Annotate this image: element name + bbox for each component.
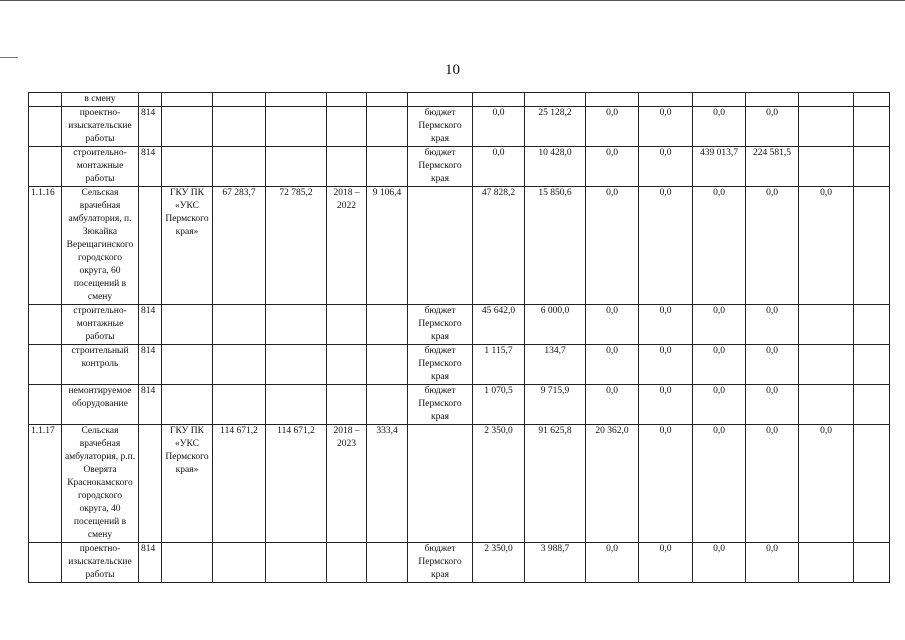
table-cell — [266, 107, 327, 147]
table-cell — [213, 93, 266, 107]
table-cell — [854, 385, 890, 425]
table-cell — [29, 543, 62, 583]
table-cell — [639, 93, 693, 107]
table-cell — [162, 93, 213, 107]
table-cell: 0,0 — [746, 107, 799, 147]
table-row-object — [29, 425, 890, 543]
table-cell: бюджет Пермского края — [408, 345, 473, 385]
table-cell: 114 671,2 — [266, 425, 327, 543]
table-cell: 47 828,2 — [473, 187, 525, 305]
table-cell: 439 013,7 — [693, 147, 746, 187]
table-cell — [854, 425, 890, 543]
table-cell — [139, 187, 162, 305]
table-cell — [408, 425, 473, 543]
table-cell: 10 428,0 — [525, 147, 586, 187]
table-cell: 1.1.17 — [29, 425, 62, 543]
table-cell — [266, 147, 327, 187]
table-cell: 0,0 — [586, 107, 639, 147]
table-cell: 2 350,0 — [473, 425, 525, 543]
table-cell — [266, 385, 327, 425]
table-cell — [29, 305, 62, 345]
table-cell: немонтируемое оборудование — [62, 385, 139, 425]
table-cell: 0,0 — [639, 107, 693, 147]
table-cell — [367, 107, 408, 147]
table-cell: 0,0 — [693, 543, 746, 583]
table-cell: 0,0 — [639, 187, 693, 305]
table-cell — [327, 543, 367, 583]
table-cell: 134,7 — [525, 345, 586, 385]
table-cell: 45 642,0 — [473, 305, 525, 345]
table-cell: 0,0 — [586, 187, 639, 305]
top-rule — [0, 0, 905, 1]
table-cell: 6 000,0 — [525, 305, 586, 345]
table-cell: 114 671,2 — [213, 425, 266, 543]
table-cell — [854, 147, 890, 187]
table-cell — [266, 93, 327, 107]
table-cell: 333,4 — [367, 425, 408, 543]
table-cell: 15 850,6 — [525, 187, 586, 305]
table-cell: 67 283,7 — [213, 187, 266, 305]
table-cell — [213, 147, 266, 187]
table-cell — [586, 93, 639, 107]
table-cell: 20 362,0 — [586, 425, 639, 543]
table-cell — [29, 345, 62, 385]
table-cell: 2018 – 2023 — [327, 425, 367, 543]
budget-table — [28, 92, 890, 583]
table-cell — [854, 107, 890, 147]
table-cell — [799, 305, 854, 345]
table-row-item — [29, 543, 890, 583]
table-cell: 1 115,7 — [473, 345, 525, 385]
table-cell: 0,0 — [746, 425, 799, 543]
table-cell: 814 — [139, 107, 162, 147]
table-cell — [525, 93, 586, 107]
table-cell: Сельская врачебная амбулатория, п. Зюкайка Верещагинского городского округа, 60 посещений в смену — [62, 187, 139, 305]
table-cell: ГКУ ПК «УКС Пермского края» — [162, 425, 213, 543]
table-cell: 0,0 — [693, 425, 746, 543]
table-cell — [162, 543, 213, 583]
table-cell: 0,0 — [586, 147, 639, 187]
table-row-object — [29, 187, 890, 305]
table-cell: 0,0 — [639, 147, 693, 187]
table-cell: 0,0 — [473, 107, 525, 147]
table-cell: 0,0 — [639, 345, 693, 385]
table-cell: 814 — [139, 305, 162, 345]
table-cell: 91 625,8 — [525, 425, 586, 543]
table-cell — [746, 93, 799, 107]
table-cell: бюджет Пермского края — [408, 543, 473, 583]
table-cell: проектно-изыскательские работы — [62, 543, 139, 583]
table-cell — [29, 147, 62, 187]
table-cell — [367, 385, 408, 425]
table-cell: 0,0 — [693, 305, 746, 345]
table-cell: ГКУ ПК «УКС Пермского края» — [162, 187, 213, 305]
table-cell — [213, 543, 266, 583]
table-cell — [29, 385, 62, 425]
table-cell: 814 — [139, 543, 162, 583]
table-cell: 0,0 — [586, 345, 639, 385]
table-cell: 0,0 — [586, 543, 639, 583]
table-cell: 0,0 — [639, 425, 693, 543]
table-row-item — [29, 147, 890, 187]
table-cell: 0,0 — [746, 543, 799, 583]
table-cell: 0,0 — [693, 345, 746, 385]
table-cell: строительно-монтажные работы — [62, 305, 139, 345]
table-cell — [367, 543, 408, 583]
table-cell: 0,0 — [746, 385, 799, 425]
table-cell: 0,0 — [799, 425, 854, 543]
table-cell — [799, 345, 854, 385]
table-cell — [799, 107, 854, 147]
table-cell — [327, 385, 367, 425]
table-cell — [213, 305, 266, 345]
table-cell — [854, 187, 890, 305]
table-cell — [162, 107, 213, 147]
table-cell: 72 785,2 — [266, 187, 327, 305]
table-cell: 0,0 — [639, 305, 693, 345]
table-cell — [162, 385, 213, 425]
table-cell: 2 350,0 — [473, 543, 525, 583]
table-cell: бюджет Пермского края — [408, 107, 473, 147]
table-cell — [139, 425, 162, 543]
table-cell: 0,0 — [586, 385, 639, 425]
table-cell: 224 581,5 — [746, 147, 799, 187]
table-cell: бюджет Пермского края — [408, 305, 473, 345]
table-cell: строительно-монтажные работы — [62, 147, 139, 187]
table-cell — [266, 305, 327, 345]
table-cell: в смену — [62, 93, 139, 107]
table-cell: 0,0 — [473, 147, 525, 187]
table-cell — [29, 107, 62, 147]
table-cell — [213, 345, 266, 385]
table-cell — [327, 305, 367, 345]
table-cell — [266, 543, 327, 583]
table-cell: 0,0 — [693, 107, 746, 147]
table-cell — [693, 93, 746, 107]
table-cell: 2018 – 2022 — [327, 187, 367, 305]
table-cell — [854, 543, 890, 583]
table-cell: 0,0 — [746, 187, 799, 305]
table-cell — [327, 147, 367, 187]
table-cell: 0,0 — [746, 345, 799, 385]
table-cell: 1 070,5 — [473, 385, 525, 425]
table-cell — [213, 107, 266, 147]
table-row-item — [29, 345, 890, 385]
table-cell: 9 715,9 — [525, 385, 586, 425]
table-cell: 0,0 — [586, 305, 639, 345]
table-cell — [799, 543, 854, 583]
table-cell: 1.1.16 — [29, 187, 62, 305]
table-cell — [327, 345, 367, 385]
table-cell — [854, 93, 890, 107]
table-cell: 0,0 — [693, 385, 746, 425]
table-cell: 0,0 — [799, 187, 854, 305]
table-cell: 0,0 — [639, 543, 693, 583]
table-cell — [473, 93, 525, 107]
table-cell: 0,0 — [639, 385, 693, 425]
table-cell: Сельская врачебная амбулатория, р.п. Оверята Краснокамского городского округа, 40 посещений в смену — [62, 425, 139, 543]
table-row-item — [29, 93, 890, 107]
margin-mark — [0, 57, 18, 58]
table-cell — [367, 93, 408, 107]
table-cell: 814 — [139, 147, 162, 187]
table-cell — [799, 93, 854, 107]
table-cell — [266, 345, 327, 385]
table-cell — [213, 385, 266, 425]
table-cell: 25 128,2 — [525, 107, 586, 147]
table-row-item — [29, 107, 890, 147]
table-cell — [408, 187, 473, 305]
table-cell — [367, 345, 408, 385]
table-cell — [162, 305, 213, 345]
table-cell: 9 106,4 — [367, 187, 408, 305]
table-cell: 814 — [139, 345, 162, 385]
table-cell: 3 988,7 — [525, 543, 586, 583]
table-cell — [139, 93, 162, 107]
table-cell — [799, 147, 854, 187]
table-cell: 0,0 — [693, 187, 746, 305]
table-cell: проектно-изыскательские работы — [62, 107, 139, 147]
table-row-item — [29, 305, 890, 345]
table-cell — [162, 345, 213, 385]
table-cell — [408, 93, 473, 107]
table-cell — [162, 147, 213, 187]
table-cell: строительный контроль — [62, 345, 139, 385]
table-cell — [854, 305, 890, 345]
table-cell: бюджет Пермского края — [408, 147, 473, 187]
table-cell — [29, 93, 62, 107]
table-cell — [367, 305, 408, 345]
table-cell — [799, 385, 854, 425]
table-cell — [327, 107, 367, 147]
table-cell — [367, 147, 408, 187]
table-row-item — [29, 385, 890, 425]
table-cell: 814 — [139, 385, 162, 425]
table-cell: бюджет Пермского края — [408, 385, 473, 425]
table-cell — [327, 93, 367, 107]
table-cell — [854, 345, 890, 385]
table-cell: 0,0 — [746, 305, 799, 345]
page-number: 10 — [445, 62, 460, 78]
